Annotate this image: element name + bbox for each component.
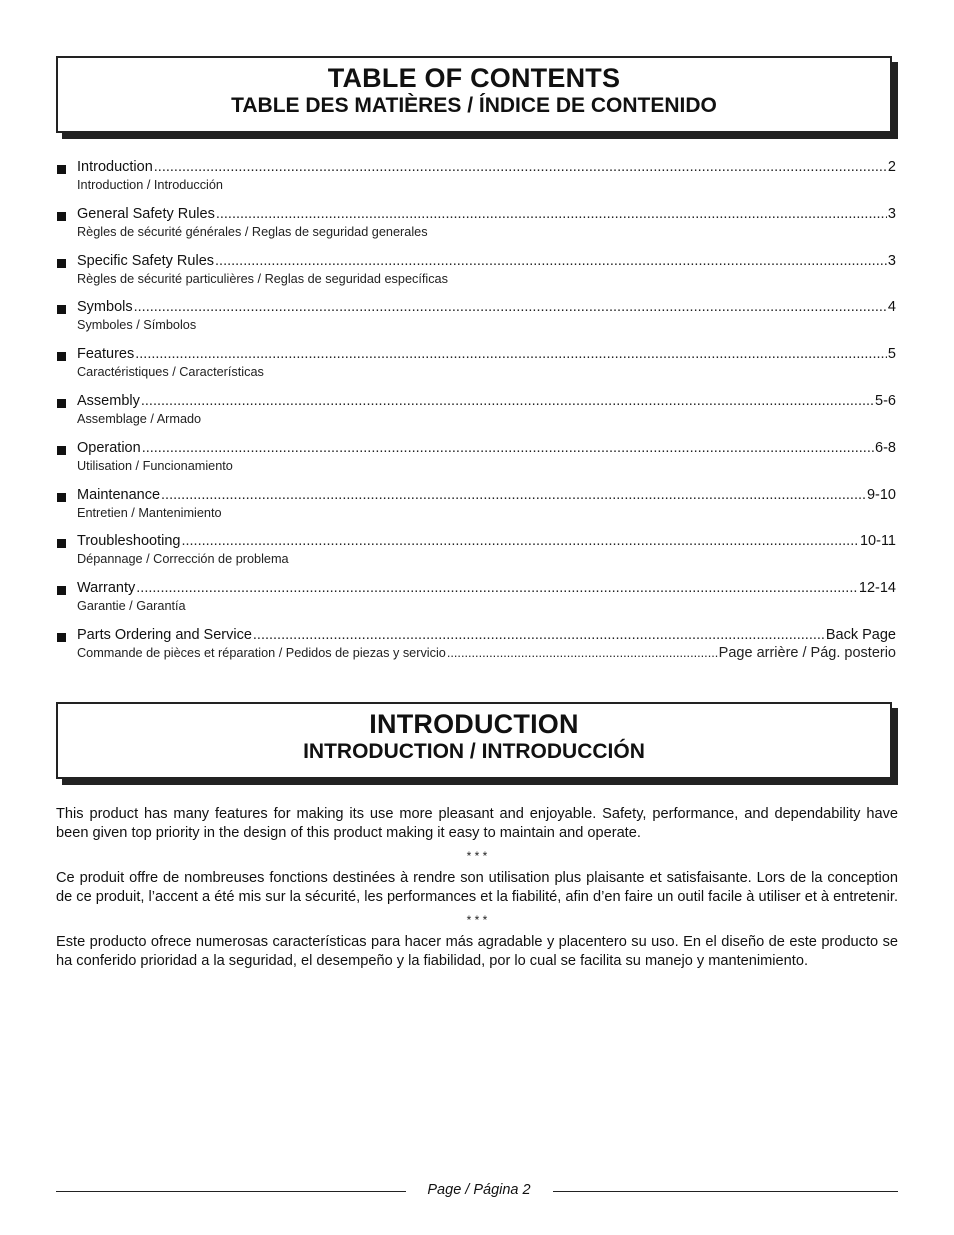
toc-list — [56, 158, 896, 673]
toc-item-label: Maintenance — [77, 486, 161, 503]
toc-item-page: 3 — [887, 205, 896, 222]
toc-main-row — [77, 392, 896, 411]
toc-item[interactable] — [56, 252, 896, 299]
toc-item-label: Features — [77, 346, 135, 363]
footer-rule-right — [553, 1191, 898, 1192]
toc-item-page: 4 — [887, 299, 896, 316]
toc-subtitle: TABLE DES MATIÈRES / ÍNDICE DE CONTENIDO — [231, 94, 717, 117]
toc-heading-box — [56, 56, 892, 133]
dot-leader — [142, 439, 874, 458]
dot-leader — [216, 205, 887, 224]
toc-item-sublabel: Assemblage / Armado — [77, 411, 202, 426]
toc-item-page: 9-10 — [866, 486, 896, 503]
separator: * * * — [466, 849, 488, 864]
toc-item[interactable] — [56, 439, 896, 486]
dot-leader — [181, 532, 859, 551]
toc-item-sublabel: Introduction / Introducción — [77, 178, 223, 192]
toc-item-page: 5 — [887, 346, 896, 363]
toc-item-sublabel: Règles de sécurité générales / Reglas de seguridad generales — [77, 224, 428, 239]
dot-leader — [447, 645, 718, 661]
intro-subtitle: INTRODUCTION / INTRODUCCIÓN — [303, 740, 645, 763]
toc-item-sublabel: Commande de pièces et réparation / Pedidos de piezas y servicio — [77, 645, 446, 660]
toc-item-label: Specific Safety Rules — [77, 252, 215, 269]
intro-paragraph-fr: Ce produit offre de nombreuses fonctions destinées à rendre son utilisation plus plaisante et satisfaisante. Lors de la conception de ce produit, l’accent a été mis sur la sécurité, les performances et la fiabilité, afin d’en faire un outil facile à utiliser et à entretenir. — [56, 870, 899, 905]
square-bullet-icon — [57, 539, 66, 548]
square-bullet-icon — [57, 259, 66, 268]
dot-leader — [135, 345, 887, 364]
dot-leader — [134, 298, 887, 317]
square-bullet-icon — [57, 446, 66, 455]
toc-item[interactable] — [56, 486, 896, 533]
dot-leader — [215, 252, 887, 271]
square-bullet-icon — [57, 399, 66, 408]
toc-item-label: Introduction — [77, 159, 153, 175]
toc-item-label: Warranty — [77, 580, 136, 597]
separator: * * * — [466, 913, 488, 928]
toc-item-sublabel: Garantie / Garantía — [77, 599, 186, 614]
footer-page-label: Page / Página 2 — [427, 1182, 531, 1198]
toc-item-sublabel: Caractéristiques / Características — [77, 365, 264, 380]
intro-paragraph-es: Este producto ofrece numerosas características para hacer más agradable y placentero su uso. En el diseño de este producto se ha conferido prioridad a la seguridad, el desempeño y la fiabilidad, por lo cual se facilita su manejo y mantenimiento. — [56, 934, 898, 969]
toc-item-page: 5-6 — [875, 392, 896, 409]
toc-main-row — [77, 345, 896, 364]
toc-item-sublabel: Symboles / Símbolos — [77, 318, 197, 333]
toc-item-translation — [77, 458, 896, 474]
toc-item-page: 10-11 — [859, 533, 896, 550]
square-bullet-icon — [57, 305, 66, 314]
intro-paragraph-en: This product has many features for making its use more pleasant and enjoyable. Safety, performance, and dependability have been given top priority in the design of this product making it easy to maintain and operate. — [56, 806, 898, 841]
toc-item-label: Operation — [77, 439, 141, 456]
toc-item-translation — [77, 364, 896, 380]
toc-item[interactable] — [56, 579, 896, 626]
dot-leader — [136, 579, 858, 598]
toc-item-page: 2 — [887, 159, 896, 175]
toc-main-row — [77, 439, 896, 458]
toc-item[interactable] — [56, 392, 896, 439]
square-bullet-icon — [57, 352, 66, 361]
toc-item-translation — [77, 271, 896, 287]
toc-item-page: Back Page — [825, 626, 896, 643]
dot-leader — [154, 158, 887, 177]
toc-item-translation — [77, 411, 896, 427]
toc-item-translation — [77, 177, 896, 193]
toc-item-page: 3 — [887, 252, 896, 269]
dot-leader — [161, 486, 866, 505]
toc-main-row — [77, 579, 896, 598]
toc-item-label: Parts Ordering and Service — [77, 626, 252, 643]
toc-item[interactable] — [56, 158, 896, 205]
toc-main-row — [77, 252, 896, 271]
dot-leader — [253, 626, 825, 645]
toc-item-sublabel: Entretien / Mantenimiento — [77, 505, 222, 520]
intro-heading-box — [56, 702, 892, 779]
intro-body — [56, 805, 898, 971]
square-bullet-icon — [57, 165, 66, 174]
toc-item-translation — [77, 551, 896, 567]
square-bullet-icon — [57, 633, 66, 642]
toc-item-page: 12-14 — [858, 580, 896, 597]
toc-item-translation — [77, 645, 896, 661]
toc-item-translation — [77, 317, 896, 333]
toc-item-sublabel: Utilisation / Funcionamiento — [77, 458, 233, 473]
toc-item[interactable] — [56, 345, 896, 392]
toc-item-label: Assembly — [77, 392, 140, 409]
toc-item-sublabel: Règles de sécurité particulières / Reglas de seguridad específicas — [77, 271, 448, 286]
toc-item[interactable] — [56, 532, 896, 579]
toc-item-subpage: Page arrière / Pág. posterio — [718, 644, 896, 661]
dot-leader — [141, 392, 874, 411]
toc-main-row — [77, 158, 896, 177]
toc-item-sublabel: Dépannage / Corrección de problema — [77, 552, 289, 567]
square-bullet-icon — [57, 586, 66, 595]
toc-item-label: General Safety Rules — [77, 205, 215, 222]
toc-item[interactable] — [56, 298, 896, 345]
toc-item-translation — [77, 224, 896, 240]
toc-item-label: Troubleshooting — [77, 533, 181, 550]
square-bullet-icon — [57, 212, 66, 221]
toc-item-label: Symbols — [77, 299, 133, 316]
toc-item-translation — [77, 505, 896, 521]
toc-main-row — [77, 298, 896, 317]
toc-main-row — [77, 626, 896, 645]
toc-item[interactable] — [56, 626, 896, 673]
toc-item-translation — [77, 598, 896, 614]
toc-item-page: 6-8 — [875, 439, 896, 456]
toc-main-row — [77, 486, 896, 505]
square-bullet-icon — [57, 493, 66, 502]
toc-item[interactable] — [56, 205, 896, 252]
footer-rule-left — [56, 1191, 406, 1192]
toc-main-row — [77, 205, 896, 224]
intro-title: INTRODUCTION — [369, 709, 579, 739]
toc-main-row — [77, 532, 896, 551]
toc-title: TABLE OF CONTENTS — [327, 63, 621, 93]
